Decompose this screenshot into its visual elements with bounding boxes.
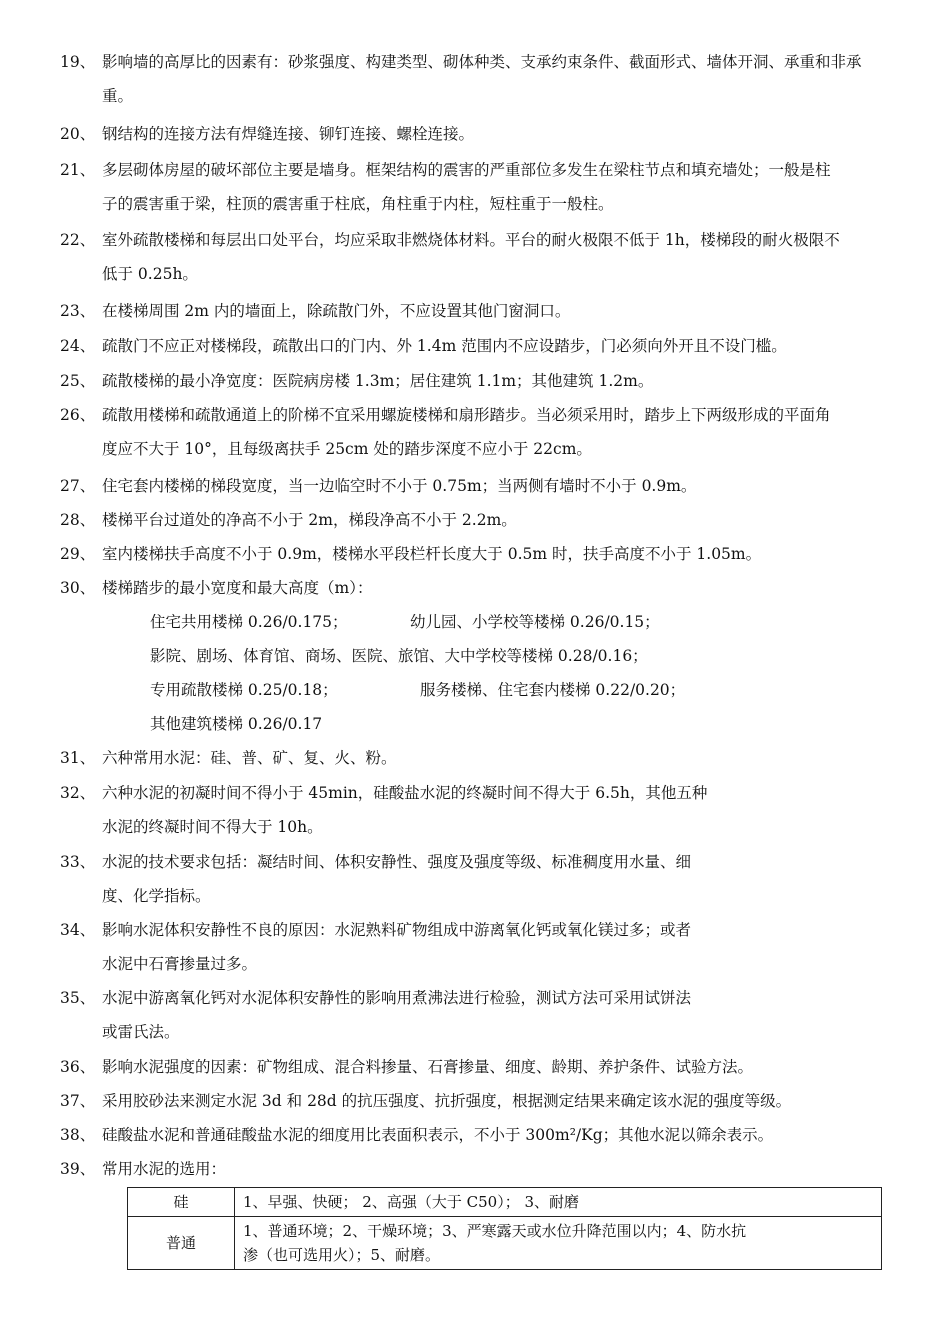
item-line: 楼梯踏步的最小宽度和最大高度（m）：: [102, 579, 373, 597]
item-line: 疏散用楼梯和疏散通道上的阶梯不宜采用螺旋楼梯和扇形踏步。当必须采用时，踏步上下两级形成的平面角: [102, 406, 831, 424]
item-number: 24、: [60, 337, 96, 355]
table-value-cell: [235, 1188, 882, 1217]
table-value-cell: [235, 1217, 882, 1270]
item-line: 在楼梯周围 2m 内的墙面上，除疏散门外，不应设置其他门窗洞口。: [102, 302, 571, 320]
item-line: 度应不大于 10°，且每级离扶手 25cm 处的踏步深度不应小于 22cm。: [102, 440, 592, 458]
item-text: [102, 1118, 922, 1152]
item-text: [102, 398, 922, 466]
item-line: 或雷氏法。: [102, 1023, 180, 1041]
item-number: 26、: [60, 406, 96, 424]
item-line: 影响水泥强度的因素：矿物组成、混合料掺量、石膏掺量、细度、龄期、养护条件、试验方法。: [102, 1058, 754, 1076]
item-number: 31、: [60, 749, 96, 767]
cement-selection-table: [127, 1187, 882, 1270]
item-text: [102, 364, 922, 398]
table-cell-line: 渗（也可选用火）；5、耐磨。: [243, 1246, 441, 1264]
item-number: 38、: [60, 1126, 96, 1144]
item-line: 室内楼梯扶手高度不小于 0.9m，楼梯水平段栏杆长度大于 0.5m 时，扶手高度不小于 1.05m。: [102, 545, 762, 563]
item-number: 32、: [60, 784, 96, 802]
item-number: 23、: [60, 302, 96, 320]
item-line: 影响水泥体积安静性不良的原因：水泥熟料矿物组成中游离氧化钙或氧化镁过多；或者: [102, 921, 692, 939]
item-number: 28、: [60, 511, 96, 529]
item-line: 子的震害重于梁，柱顶的震害重于柱底，角柱重于内柱，短柱重于一般柱。: [102, 195, 614, 213]
stair-spec: 影院、剧场、体育馆、商场、医院、旅馆、大中学校等楼梯 0.28/0.16；: [150, 647, 648, 665]
item-number: 30、: [60, 579, 96, 597]
item-text: [102, 1050, 922, 1084]
item-number: 33、: [60, 853, 96, 871]
stair-spec: 幼儿园、小学校等楼梯 0.26/0.15；: [410, 613, 660, 631]
item-text: [102, 503, 922, 537]
item-number: 35、: [60, 989, 96, 1007]
item-number: 27、: [60, 477, 96, 495]
item-number: 20、: [60, 125, 96, 143]
item-number: 21、: [60, 161, 96, 179]
stair-spec: 服务楼梯、住宅套内楼梯 0.22/0.20；: [420, 681, 686, 699]
item-text: [102, 294, 922, 328]
item-number: 39、: [60, 1160, 96, 1178]
item-line: 水泥的终凝时间不得大于 10h。: [102, 818, 323, 836]
item-line: 水泥的技术要求包括：凝结时间、体积安静性、强度及强度等级、标准稠度用水量、细: [102, 853, 692, 871]
item-text: [102, 117, 922, 151]
item-text: [102, 1084, 922, 1118]
item-line: 常用水泥的选用：: [102, 1160, 227, 1178]
item-line: 硅酸盐水泥和普通硅酸盐水泥的细度用比表面积表示，不小于 300m²/Kg；其他水泥以筛余表示。: [102, 1126, 774, 1144]
table-key-cell: 硅: [128, 1188, 235, 1217]
item-line: 低于 0.25h。: [102, 265, 198, 283]
item-text: [102, 741, 922, 775]
item-text: [102, 537, 922, 571]
item-text: [102, 913, 922, 981]
item-text: [102, 469, 922, 503]
item-line: 采用胶砂法来测定水泥 3d 和 28d 的抗压强度、抗折强度，根据测定结果来确定该水泥的强度等级。: [102, 1092, 792, 1110]
stair-spec: 其他建筑楼梯 0.26/0.17: [150, 715, 323, 733]
item-text: [102, 981, 922, 1049]
stair-spec: 住宅共用楼梯 0.26/0.175；: [150, 613, 348, 631]
item-line: 六种常用水泥：硅、普、矿、复、火、粉。: [102, 749, 397, 767]
item-text: [102, 45, 922, 113]
item-text: [102, 571, 922, 605]
item-text: [102, 153, 922, 221]
item-number: 19、: [60, 53, 96, 71]
item-number: 34、: [60, 921, 96, 939]
item-text: [102, 223, 922, 291]
item-line: 住宅套内楼梯的梯段宽度，当一边临空时不小于 0.75m；当两侧有墙时不小于 0.9m。: [102, 477, 697, 495]
item-number: 37、: [60, 1092, 96, 1110]
item-line: 室外疏散楼梯和每层出口处平台，均应采取非燃烧体材料。平台的耐火极限不低于 1h，楼梯段的耐火极限不: [102, 231, 840, 249]
item-line: 影响墙的高厚比的因素有：砂浆强度、构建类型、砌体种类、支承约束条件、截面形式、墙体开洞、承重和非承: [102, 53, 862, 71]
table-row: [128, 1188, 882, 1217]
item-number: 25、: [60, 372, 96, 390]
stair-spec: 专用疏散楼梯 0.25/0.18；: [150, 681, 338, 699]
item-text: [102, 329, 922, 363]
item-line: 水泥中游离氧化钙对水泥体积安静性的影响用煮沸法进行检验，测试方法可采用试饼法: [102, 989, 692, 1007]
item-line: 六种水泥的初凝时间不得小于 45min，硅酸盐水泥的终凝时间不得大于 6.5h，其他五种: [102, 784, 708, 802]
item-number: 36、: [60, 1058, 96, 1076]
item-text: [102, 1152, 922, 1186]
item-line: 度、化学指标。: [102, 887, 211, 905]
item-number: 22、: [60, 231, 96, 249]
item-line: 多层砌体房屋的破坏部位主要是墙身。框架结构的震害的严重部位多发生在梁柱节点和填充墙处；一般是柱: [102, 161, 831, 179]
table-key-cell: 普通: [128, 1217, 235, 1270]
item-line: 疏散门不应正对楼梯段，疏散出口的门内、外 1.4m 范围内不应设踏步，门必须向外开且不设门槛。: [102, 337, 787, 355]
item-text: [102, 776, 922, 844]
item-line: 重。: [102, 87, 134, 105]
table-row: [128, 1217, 882, 1270]
item-line: 钢结构的连接方法有焊缝连接、铆钉连接、螺栓连接。: [102, 125, 475, 143]
item-line: 水泥中石膏掺量过多。: [102, 955, 258, 973]
item-number: 29、: [60, 545, 96, 563]
table-cell-line: 1、早强、快硬； 2、高强（大于 C50）； 3、耐磨: [243, 1193, 580, 1211]
item-line: 疏散楼梯的最小净宽度：医院病房楼 1.3m；居住建筑 1.1m；其他建筑 1.2m。: [102, 372, 654, 390]
item-text: [102, 845, 922, 913]
table-cell-line: 1、普通环境；2、干燥环境；3、严寒露天或水位升降范围以内；4、防水抗: [243, 1222, 747, 1240]
item-line: 楼梯平台过道处的净高不小于 2m，梯段净高不小于 2.2m。: [102, 511, 517, 529]
